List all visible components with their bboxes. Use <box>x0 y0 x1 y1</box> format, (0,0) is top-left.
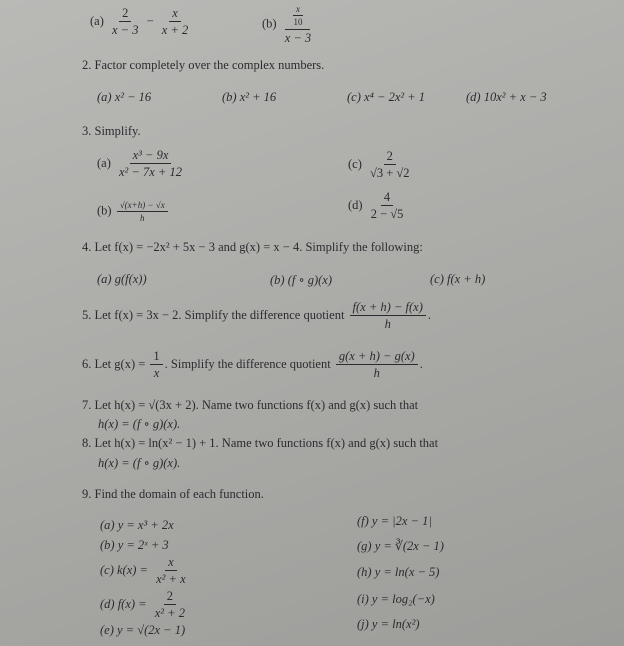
problem-2c: (c) x⁴ − 2x² + 1 <box>347 90 426 104</box>
numerator: 4 <box>381 190 393 206</box>
problem-6 <box>82 349 423 381</box>
difference-quotient <box>336 349 418 381</box>
problem-9b: (b) y = 2ˣ + 3 <box>100 538 169 552</box>
problem-3a <box>97 148 187 180</box>
denominator: h <box>384 317 391 332</box>
problem-4b: (b) (f ∘ g)(x) <box>270 273 332 287</box>
item-label: (c) k(x) = <box>100 562 148 577</box>
numerator: 1 <box>150 349 162 365</box>
numerator: √(x+h) − √x <box>117 200 168 212</box>
fraction <box>117 200 168 224</box>
item-label: (a) <box>97 155 111 170</box>
period: . <box>427 307 431 322</box>
numerator: x <box>165 555 177 571</box>
numerator <box>285 4 310 30</box>
denominator: x² + 2 <box>154 606 185 621</box>
minus-sign: − <box>146 13 154 28</box>
denominator: h <box>373 366 380 381</box>
top-item-a <box>90 6 193 38</box>
denominator: x − 3 <box>112 23 139 38</box>
numerator: 2 <box>119 6 131 22</box>
problem-9i: (i) y = log₂(−x) <box>357 592 435 606</box>
difference-quotient <box>350 300 426 332</box>
fraction <box>159 6 191 38</box>
numerator: x <box>169 6 181 22</box>
problem-5-text: 5. Let f(x) = 3x − 2. Simplify the difference quotient <box>82 307 345 322</box>
numerator: x³ − 9x <box>130 148 172 164</box>
problem-4-text: 4. Let f(x) = −2x² + 5x − 3 and g(x) = x − 4. Simplify the following: <box>82 240 423 254</box>
problem-9c <box>100 555 191 587</box>
problem-7-line-1: 7. Let h(x) = √(3x + 2). Name two functions f(x) and g(x) such that <box>82 398 419 412</box>
problem-2d: (d) 10x² + x − 3 <box>466 90 547 104</box>
item-label: (d) f(x) = <box>100 596 147 611</box>
problem-2a: (a) x² − 16 <box>97 90 152 104</box>
item-label: (b) <box>262 16 277 31</box>
problem-9-text: 9. Find the domain of each function. <box>82 487 264 501</box>
denominator: x − 3 <box>284 30 312 45</box>
problem-9f: (f) y = |2x − 1| <box>357 514 432 528</box>
fraction <box>153 555 189 587</box>
fraction <box>109 6 141 38</box>
denominator: x <box>153 366 160 381</box>
problem-2-text: 2. Factor completely over the complex numbers. <box>82 58 325 72</box>
denominator: x² + x <box>156 572 186 587</box>
fraction <box>116 148 185 180</box>
inner-fraction <box>290 4 305 28</box>
numerator: g(x + h) − g(x) <box>336 349 418 365</box>
period: . <box>419 356 423 371</box>
problem-5 <box>82 300 431 332</box>
problem-3b <box>97 200 170 224</box>
item-label: (c) <box>348 156 362 171</box>
denominator: √3 + √2 <box>370 166 410 181</box>
problem-8-line-2: h(x) = (f ∘ g)(x). <box>98 456 181 470</box>
numerator: x <box>293 4 303 16</box>
denominator: 10 <box>293 17 303 28</box>
problem-3-text: 3. Simplify. <box>82 124 141 138</box>
top-item-b <box>262 4 316 45</box>
problem-7-line-2: h(x) = (f ∘ g)(x). <box>98 417 181 431</box>
problem-9d <box>100 589 190 621</box>
denominator: x² − 7x + 12 <box>119 165 182 180</box>
numerator: f(x + h) − f(x) <box>350 300 426 316</box>
problem-3d <box>348 190 408 222</box>
fraction <box>150 349 162 381</box>
numerator: 2 <box>384 149 396 165</box>
denominator: h <box>139 213 145 224</box>
problem-9e: (e) y = √(2x − 1) <box>100 623 186 637</box>
problem-9a: (a) y = x³ + 2x <box>100 518 174 532</box>
problem-9g: (g) y = ∛(2x − 1) <box>357 539 444 553</box>
problem-2b: (b) x² + 16 <box>222 90 277 104</box>
item-label: (d) <box>348 197 363 212</box>
problem-6-text-2: . Simplify the difference quotient <box>164 356 331 371</box>
fraction <box>282 4 314 45</box>
problem-4a: (a) g(f(x)) <box>97 272 147 286</box>
problem-4c: (c) f(x + h) <box>430 272 486 286</box>
denominator: x + 2 <box>161 23 189 38</box>
problem-9j: (j) y = ln(x²) <box>357 617 420 631</box>
fraction <box>367 149 413 181</box>
item-label: (b) <box>97 203 112 218</box>
denominator: 2 − √5 <box>370 207 404 222</box>
fraction <box>152 589 188 621</box>
numerator: 2 <box>164 589 176 605</box>
problem-8-line-1: 8. Let h(x) = ln(x² − 1) + 1. Name two functions f(x) and g(x) such that <box>82 436 439 450</box>
problem-3c <box>348 149 415 181</box>
problem-9h: (h) y = ln(x − 5) <box>357 565 440 579</box>
item-label: (a) <box>90 13 104 28</box>
problem-6-text: 6. Let g(x) = <box>82 356 146 371</box>
fraction <box>368 190 407 222</box>
